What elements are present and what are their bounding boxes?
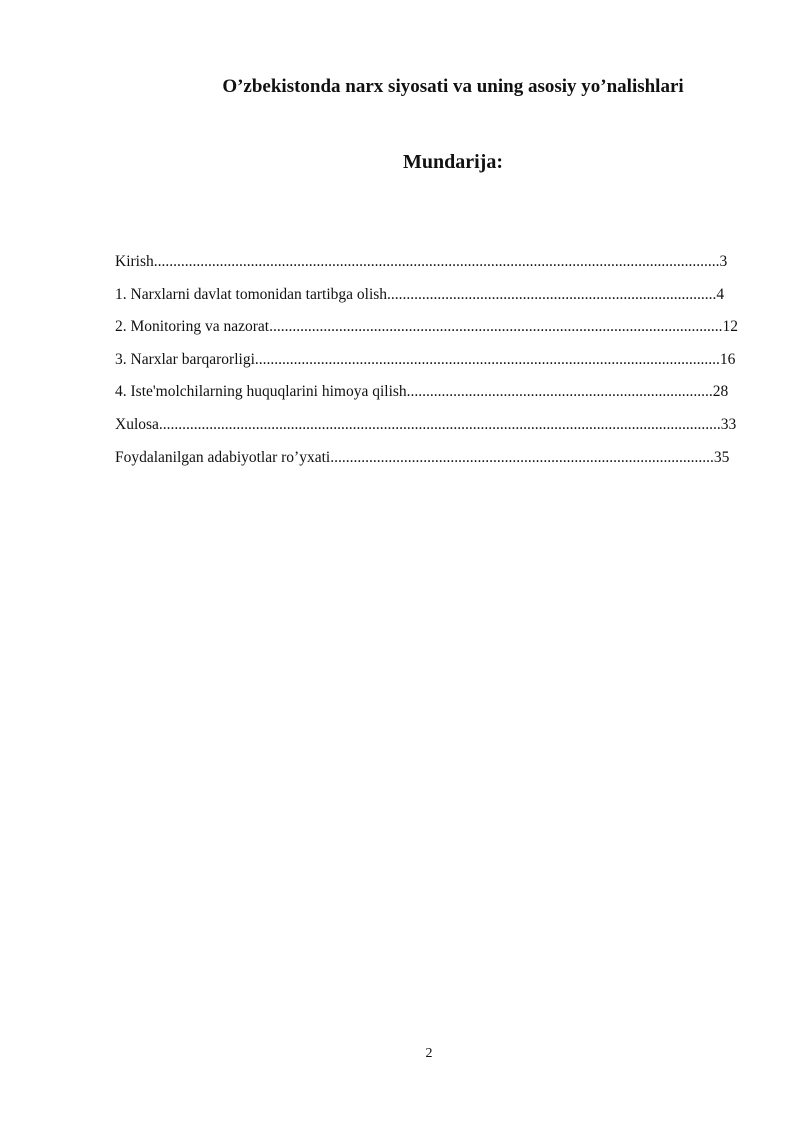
toc-entry-xulosa [115,415,755,448]
toc-entry-page: 28 [712,383,729,401]
toc-entry-chapter-1 [115,285,755,318]
toc-leader-dots: .................................................................................................................................................. [153,253,720,270]
toc-entry-label: Foydalanilgan adabiyotlar ro’yxati [115,448,331,466]
toc-entry-label: Xulosa [115,415,159,433]
toc-entry-label: 4. Iste'molchilarning huquqlarini himoya qilish [115,383,407,401]
page-number: 2 [425,1046,433,1061]
toc-entry-chapter-3 [115,350,755,383]
toc-entry-page: 12 [722,318,738,336]
toc-leader-dots: ..................................................................................................................... [269,318,723,336]
toc-entry-chapter-4 [115,382,755,415]
toc-leader-dots: ........................................................................................................................ [254,350,720,368]
toc-leader-dots: ................................................................................................... [330,448,714,466]
toc-entry-page: 4 [716,285,725,303]
toc-entry-chapter-2 [115,317,755,350]
toc-leader-dots: ............................................................................... [406,383,713,401]
toc-leader-dots: ..................................................................................... [387,285,717,303]
document-title: O’zbekistonda narx siyosati va uning asosiy yo’nalishlari [222,76,684,97]
toc-entry-kirish [115,252,755,285]
toc-entry-label: 3. Narxlar barqarorligi [115,350,255,368]
toc-entry-label: Kirish [115,253,154,270]
toc-entry-references [115,448,755,481]
toc-entry-label: 1. Narxlarni davlat tomonidan tartibga olish [115,285,388,303]
toc-entry-page: 33 [720,415,737,433]
table-of-contents [115,252,755,480]
toc-entry-page: 16 [719,350,736,368]
toc-entry-page: 3 [719,253,728,270]
toc-entry-label: 2. Monitoring va nazorat [115,318,270,336]
toc-entry-page: 35 [713,448,730,466]
toc-leader-dots: ................................................................................................................................................. [158,415,721,433]
toc-heading: Mundarija: [403,151,503,173]
